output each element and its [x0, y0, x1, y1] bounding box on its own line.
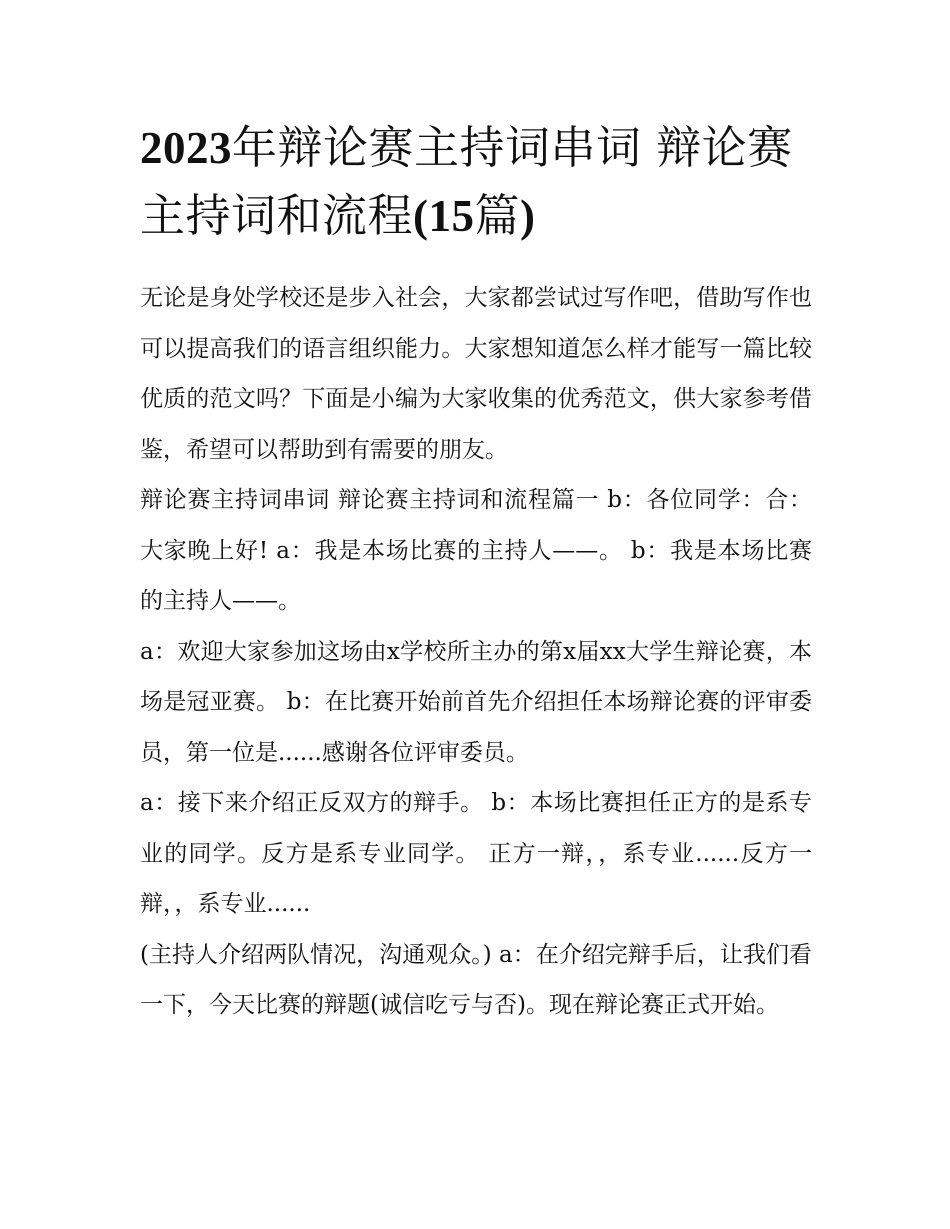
- body-paragraph-1: 辩论赛主持词串词 辩论赛主持词和流程篇一 b：各位同学：合：大家晚上好! a：我是本场比赛的主持人——。 b：我是本场比赛的主持人——。: [140, 487, 812, 614]
- body-paragraph-4: (主持人介绍两队情况，沟通观众。) a：在介绍完辩手后，让我们看一下，今天比赛的辩题(诚信吃亏与否)。现在辩论赛正式开始。: [140, 941, 812, 1018]
- body-paragraph-2: a：欢迎大家参加这场由x学校所主办的第x届xx大学生辩论赛，本场是冠亚赛。 b：在比赛开始前首先介绍担任本场辩论赛的评审委员，第一位是......感谢各位评审委员。: [140, 638, 812, 766]
- document-title: 2023年辩论赛主持词串词 辩论赛主持词和流程(15篇): [140, 121, 793, 242]
- document-page: [140, 0, 812, 1031]
- body-paragraph-3: a：接下来介绍正反双方的辩手。 b：本场比赛担任正方的是系专业的同学。反方是系专业同学。 正方一辩，，系专业......反方一辩，，系专业......: [140, 790, 812, 917]
- intro-paragraph: 无论是身处学校还是步入社会，大家都尝试过写作吧，借助写作也可以提高我们的语言组织能力。大家想知道怎么样才能写一篇比较优质的范文吗？下面是小编为大家收集的优秀范文，供大家参考借鉴，希望可以帮助到有需要的朋友。: [140, 285, 812, 463]
